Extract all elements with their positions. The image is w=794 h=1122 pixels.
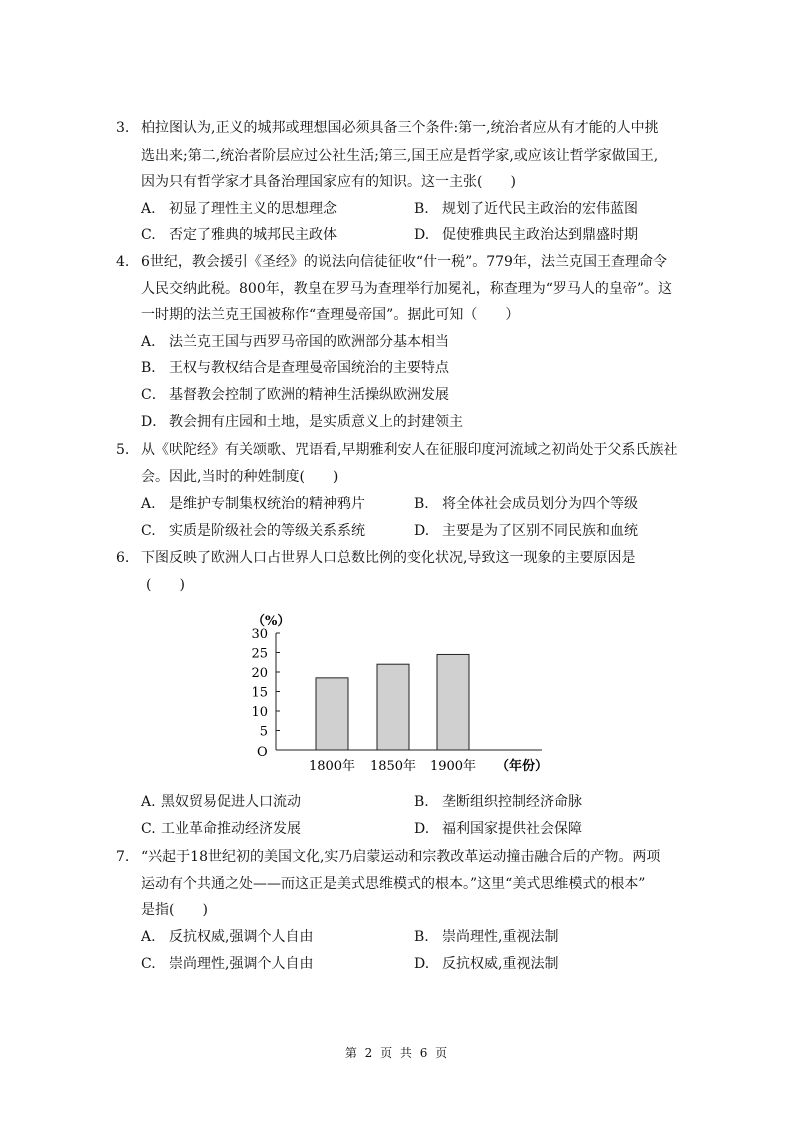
option-text: 实质是阶级社会的等级关系系统 (169, 523, 365, 539)
option-d[interactable] (414, 954, 558, 974)
question-text-line: 一时期的法兰克王国被称作“查理曼帝国”。据此可知（ ） (141, 307, 520, 323)
y-tick-label: 30 (251, 627, 268, 642)
question-text-line: ( ) (146, 577, 185, 593)
option-text: 王权与教权结合是查理曼帝国统治的主要特点 (169, 360, 449, 376)
question-number: 6. (116, 550, 130, 566)
option-label: A. (141, 794, 156, 810)
option-text: 崇尚理性,强调个人自由 (169, 956, 314, 972)
option-label: D. (414, 821, 430, 837)
question-text-line: 选出来;第二,统治者阶层应过公社生活;第三,国王应是哲学家,或应该让哲学家做国王, (141, 148, 659, 164)
option-label: D． (141, 414, 167, 430)
option-label: B. (414, 201, 429, 217)
question-number: 5. (116, 442, 130, 458)
option-text: 促使雅典民主政治达到鼎盛时期 (442, 227, 638, 243)
option-text: 规划了近代民主政治的宏伟蓝图 (442, 201, 638, 217)
x-axis-unit-label: （年份） (496, 759, 549, 774)
option-b[interactable] (414, 792, 582, 812)
question-text-line: 运动有个共通之处——而这正是美式思维模式的根本。”这里“美式思维模式的根本” (141, 876, 646, 892)
question-text-line: 柏拉图认为,正义的城邦或理想国必须具备三个条件:第一,统治者应从有才能的人中挑 (141, 120, 659, 136)
bar-1850年 (377, 664, 409, 750)
y-axis-unit-label: （%） (252, 614, 291, 629)
origin-label: O (257, 745, 268, 760)
x-tick-labels (309, 758, 476, 774)
option-label: A. (141, 201, 156, 217)
question-number: 7. (116, 849, 130, 865)
option-text: 福利国家提供社会保障 (442, 821, 582, 837)
question-number: 3. (116, 120, 130, 136)
option-text: 主要是为了区别不同民族和血统 (442, 523, 638, 539)
question-number: 4. (116, 254, 130, 270)
y-tick-label: 15 (251, 685, 268, 701)
option-label: B. (414, 496, 429, 512)
option-a[interactable] (141, 927, 313, 947)
option-text: 将全体社会成员划分为四个等级 (442, 496, 638, 512)
option-label: B. (414, 929, 429, 945)
y-tick-label: 10 (251, 705, 268, 720)
option-a[interactable] (141, 792, 301, 812)
option-label: A． (141, 334, 166, 350)
bar-1800年 (316, 678, 348, 750)
option-label: B. (414, 794, 429, 810)
option-text: 黑奴贸易促进人口流动 (161, 794, 301, 810)
y-tick-label: 25 (251, 646, 268, 662)
question-text-line: 从《吠陀经》有关颂歌、咒语看,早期雅利安人在征服印度河流域之初尚处于父系氏族社 (141, 442, 678, 458)
option-b[interactable] (414, 927, 558, 947)
option-label: C. (141, 956, 156, 972)
page-footer: 第 2 页 共 6 页 (344, 1046, 450, 1060)
option-label: C． (141, 387, 166, 403)
x-tick-label: 1850年 (369, 759, 417, 774)
option-text: 否定了雅典的城邦民主政体 (169, 227, 337, 243)
question-text-line: 人民交纳此税。800年，教皇在罗马为查理举行加冕礼，称查理为“罗马人的皇帝”。这 (141, 281, 673, 297)
option-d[interactable] (414, 819, 582, 839)
option-text: 是维护专制集权统治的精神鸦片 (169, 496, 365, 512)
option-text: 崇尚理性,重视法制 (442, 929, 559, 945)
option-c[interactable] (141, 954, 313, 974)
bars (316, 654, 469, 750)
x-tick-label: 1800年 (308, 759, 356, 774)
option-text: 基督教会控制了欧洲的精神生活操纵欧洲发展 (169, 387, 449, 403)
x-tick-label: 1900年 (429, 759, 477, 774)
option-label: B． (141, 360, 166, 376)
question-text-line: 6世纪，教会援引《圣经》的说法向信徒征收“什一税”。779年，法兰克国王查理命令 (141, 254, 667, 270)
question-text-line: 是指( ) (141, 902, 208, 918)
option-label: D. (414, 956, 430, 972)
option-text: 反抗权威,强调个人自由 (169, 929, 314, 945)
option-label: A. (141, 929, 156, 945)
option-text: 初显了理性主义的思想理念 (169, 201, 337, 217)
option-label: D. (414, 227, 430, 243)
option-text: 反抗权威,重视法制 (442, 956, 559, 972)
question-text-line: 会。因此,当时的种姓制度( ) (141, 469, 339, 485)
option-text: 工业革命推动经济发展 (161, 821, 301, 837)
y-tick-label: 20 (251, 666, 268, 681)
question-text-line: 下图反映了欧洲人口占世界人口总数比例的变化状况,导致这一现象的主要原因是 (141, 550, 636, 566)
option-text: 教会拥有庄园和土地，是实质意义上的封建领主 (169, 414, 463, 430)
option-text: 垄断组织控制经济命脉 (442, 794, 582, 810)
y-tick-label: 5 (259, 724, 268, 740)
option-label: D. (414, 523, 430, 539)
bar-1900年 (437, 654, 469, 750)
option-label: C. (141, 821, 156, 837)
option-c[interactable] (141, 819, 301, 839)
option-label: A. (141, 496, 156, 512)
question-text-line: “兴起于18世纪初的美国文化,实乃启蒙运动和宗教改革运动撞击融合后的产物。两项 (141, 849, 661, 865)
question-text-line: 因为只有哲学家才具备治理国家应有的知识。这一主张( ) (141, 174, 516, 190)
option-label: C. (141, 227, 156, 243)
option-text: 法兰克王国与西罗马帝国的欧洲部分基本相当 (169, 334, 449, 350)
option-label: C. (141, 523, 156, 539)
